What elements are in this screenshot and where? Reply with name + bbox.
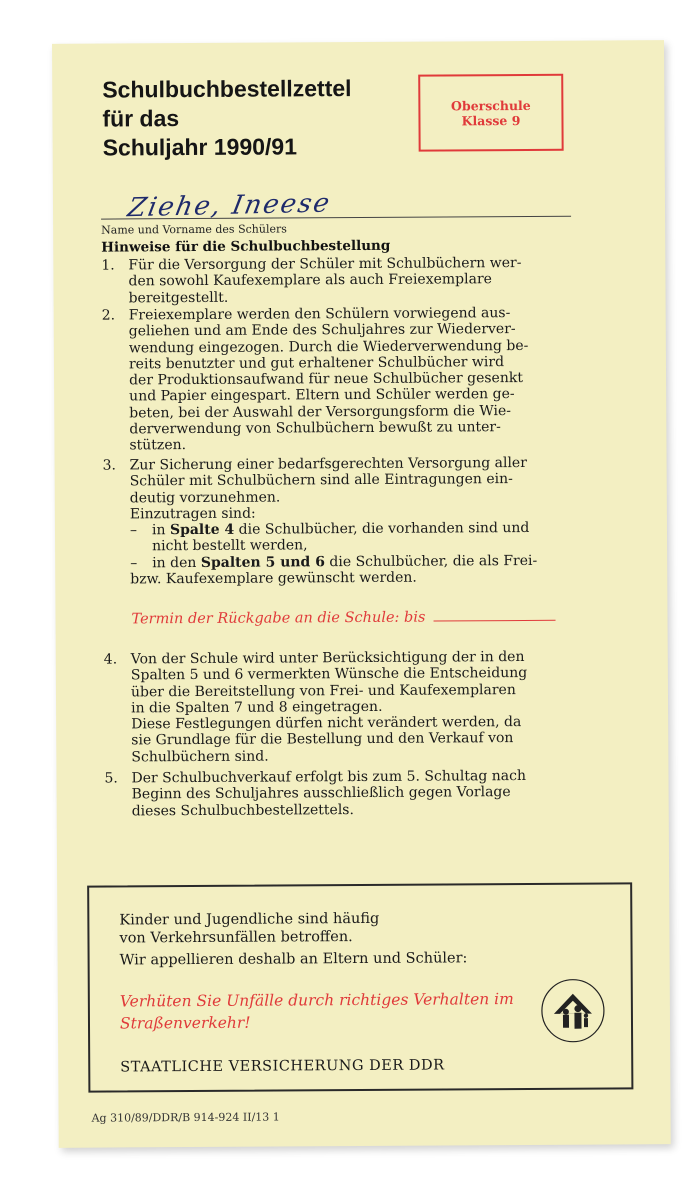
appeal-line: Verhüten Sie Unfälle durch richtiges Verhalten im [119, 990, 514, 1011]
item-number: 2. [101, 307, 116, 324]
title-line-2: für das [102, 105, 180, 132]
item-number: 1. [101, 257, 115, 274]
item-line: bereitgestellt. [128, 289, 229, 306]
item-line: deutig vorzunehmen. [129, 489, 281, 506]
order-form-sheet [52, 40, 671, 1148]
item-line: Diese Festlegungen dürfen nicht verändert werden, da [131, 714, 522, 733]
item-line: beten, bei der Auswahl der Versorgungsform die Wie- [129, 402, 512, 422]
instruction-item-1 [101, 255, 571, 307]
stamp-line-1: Oberschule [450, 97, 531, 113]
safety-appeal [120, 988, 514, 1034]
dash-item-columns-5-6: – in den Spalten 5 und 6 die Schulbücher, die als Frei- [130, 552, 538, 572]
item-line: Beginn des Schuljahres ausschließlich gegen Vorlage [131, 784, 511, 803]
issuer-name: STAATLICHE VERSICHERUNG DER DDR [120, 1057, 445, 1076]
return-deadline-field[interactable] [433, 620, 555, 622]
item-number: 4. [103, 651, 118, 668]
print-code: Ag 310/89/DDR/B 914-924 II/13 1 [91, 1110, 280, 1125]
item-line: sie Grundlage für die Bestellung und den Verkauf von [131, 730, 514, 749]
item-line: reits benutzter und gut erhaltener Schulbücher wird [128, 354, 505, 373]
return-deadline [131, 609, 555, 628]
instructions-heading: Hinweise für die Schulbuchbestellung [101, 237, 391, 256]
dash-item-column-4-cont: nicht bestellt werden, [152, 537, 308, 555]
item-line: der Produktionsaufwand für neue Schulbücher gesenkt [129, 370, 523, 389]
stamp-line-2: Klasse 9 [461, 112, 521, 128]
notice-line: von Verkehrsunfällen betroffen. [119, 929, 353, 947]
item-line: Einzutragen sind: [129, 505, 256, 523]
item-number: 3. [102, 457, 116, 474]
item-line: dieses Schulbuchbestellzettels. [131, 801, 354, 819]
handwritten-student-name: Ziehe, Ineese [125, 188, 334, 224]
item-line: Für die Versorgung der Schüler mit Schulbüchern wer- [128, 255, 522, 274]
instruction-item-3 [103, 455, 574, 588]
item-line: stützen. [129, 437, 187, 454]
instruction-item-2 [102, 305, 573, 455]
title-line-1: Schulbuchbestellzettel [102, 75, 352, 103]
item-line: Schulbüchern sind. [131, 748, 269, 766]
return-deadline-label: Termin der Rückgabe an die Schule: bis [131, 609, 426, 628]
insurance-logo-icon [540, 978, 606, 1044]
school-class-stamp [418, 74, 563, 152]
title-line-3: Schuljahr 1990/91 [102, 133, 298, 161]
item-line: wendung eingezogen. Durch die Wiederverwendung be- [128, 337, 529, 356]
item-line: derverwendung von Schulbüchern bewußt zu unter- [129, 419, 501, 438]
item-line: den sowohl Kaufexemplare als auch Freiexemplare [128, 271, 492, 290]
notice-line: Kinder und Jugendliche sind häufig [119, 910, 380, 929]
item-line: und Papier eingespart. Eltern und Schüler werden ge- [129, 386, 515, 405]
dash-item-columns-5-6-cont: bzw. Kaufexemplare gewünscht werden. [130, 569, 417, 588]
item-line: über die Bereitstellung von Frei- und Kaufexemplaren [130, 681, 516, 700]
notice-line: Wir appellieren deshalb an Eltern und Schüler: [119, 950, 468, 969]
traffic-safety-notice [87, 882, 633, 1092]
form-title [102, 74, 352, 163]
item-line: geliehen und am Ende des Schuljahres zur Wiederver- [128, 321, 516, 340]
item-number: 5. [104, 770, 118, 787]
notice-text [119, 909, 467, 969]
item-line: Freiexemplare werden den Schülern vorwiegend aus- [128, 305, 511, 324]
item-line: Zur Sicherung einer bedarfsgerechten Versorgung aller [129, 454, 527, 474]
dash-item-column-4: – in Spalte 4 die Schulbücher, die vorhanden sind und [129, 520, 530, 539]
instruction-item-4 [104, 649, 575, 766]
item-line: Von der Schule wird unter Berücksichtigung der in den [130, 648, 525, 668]
name-caption: Name und Vorname des Schülers [101, 222, 287, 237]
appeal-line: Straßenverkehr! [119, 1013, 251, 1033]
item-line: Spalten 5 und 6 vermerkten Wünsche die Entscheidung [130, 665, 528, 684]
item-line: Schüler mit Schulbüchern sind alle Eintragungen ein- [129, 471, 513, 490]
item-line: in die Spalten 7 und 8 eingetragen. [131, 698, 383, 717]
item-line: Der Schulbuchverkauf erfolgt bis zum 5. Schultag nach [131, 767, 526, 787]
instruction-item-5 [104, 768, 574, 820]
